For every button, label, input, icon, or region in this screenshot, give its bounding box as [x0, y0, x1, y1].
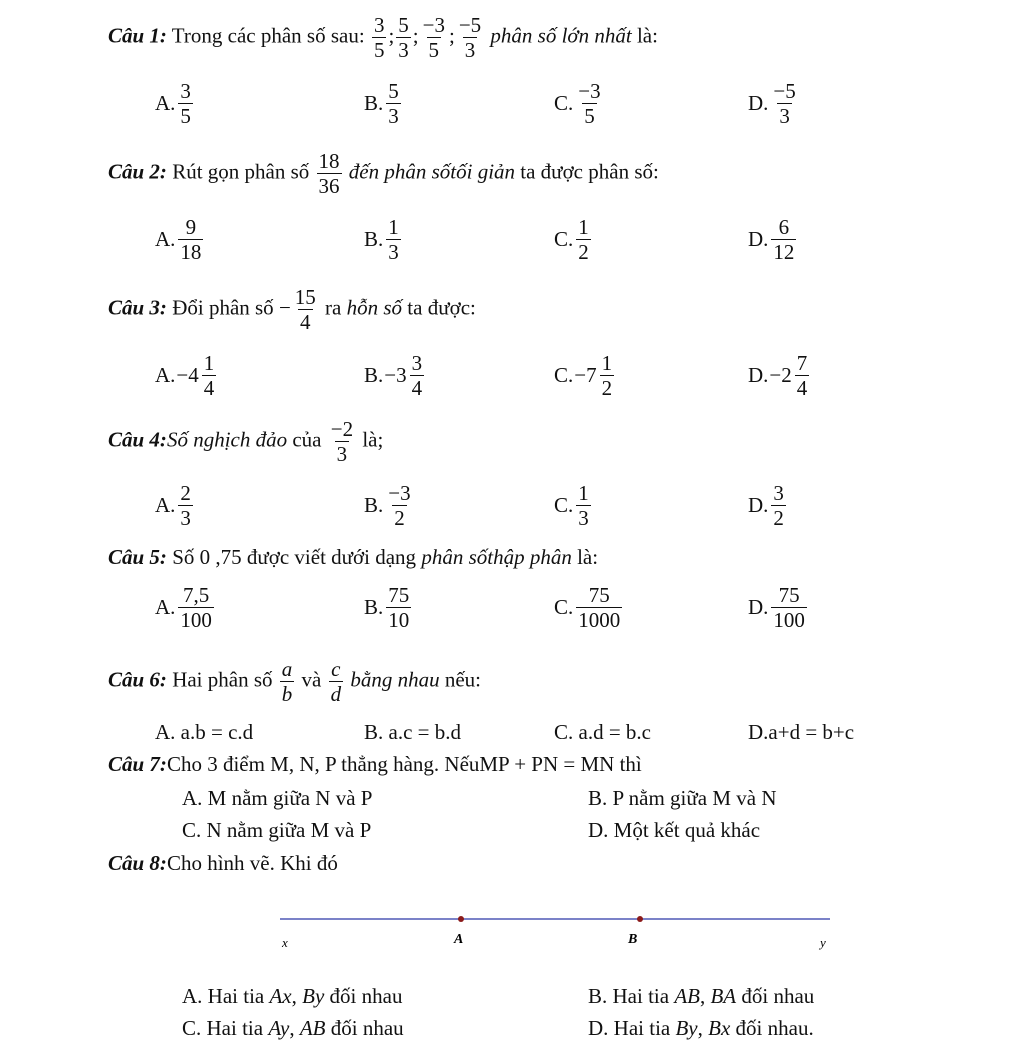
q6-option-b[interactable]: B. a.c = b.d — [364, 720, 461, 744]
question-4: Câu 4:Số nghịch đảo của $\frac{-2}{3}$ là; — [108, 417, 384, 467]
q4-option-b[interactable]: B. $\frac{-3}{2}$ — [364, 481, 411, 531]
q5-option-a[interactable]: A. $\frac{7,5}{100}$ — [155, 583, 212, 633]
q5-option-d[interactable]: D. $\frac{75}{100}$ — [748, 583, 805, 633]
question-4-label: Câu 4: — [108, 427, 167, 452]
q8-option-b[interactable]: B. Hai tia AB, BA đối nhau — [588, 984, 815, 1008]
q4-option-a[interactable]: A. $\frac{2}{3}$ — [155, 481, 191, 531]
q1-fraction-1: $\frac{3}{5}$ — [373, 13, 385, 63]
q4-fraction: $\frac{-2}{3}$ — [330, 417, 354, 467]
q1-option-d[interactable]: D. $\frac{-5}{3}$ — [748, 79, 796, 129]
label-y: y — [820, 935, 826, 950]
label-x: x — [282, 935, 288, 950]
q2-option-c[interactable]: C. $\frac{1}{2}$ — [554, 215, 589, 265]
question-3: Câu 3: Đổi phân số − $\frac{15}{4}$ ra hỗn số ta được: — [108, 285, 476, 335]
q1-option-b[interactable]: B. $\frac{5}{3}$ — [364, 79, 399, 129]
q6-option-d[interactable]: D.a+d = b+c — [748, 720, 855, 744]
q6-fraction-1: $\frac{a}{b}$ — [281, 657, 293, 707]
q1-fraction-4: $\frac{-5}{3}$ — [458, 13, 482, 63]
q1-option-a[interactable]: A. $\frac{3}{5}$ — [155, 79, 191, 129]
question-1: Câu 1: Trong các phân số sau: $\frac{3}{5}$ ; $\frac{5}{3}$ ; $\frac{-3}{5}$ ; $\frac{-5}{3}$ phân số lớn nhất là: — [108, 13, 658, 63]
q4-option-d[interactable]: D. $\frac{3}{2}$ — [748, 481, 784, 531]
label-b: B — [628, 932, 638, 947]
q2-option-a[interactable]: A. $\frac{9}{18}$ — [155, 215, 202, 265]
q8-option-d[interactable]: D. Hai tia By, Bx đối nhau. — [588, 1016, 814, 1040]
question-2-label: Câu 2: — [108, 159, 167, 184]
q8-option-a[interactable]: A. Hai tia Ax, By đối nhau — [182, 984, 403, 1008]
q2-option-b[interactable]: B. $\frac{1}{3}$ — [364, 215, 399, 265]
q3-option-b[interactable]: B. −3 $\frac{3}{4}$ — [364, 351, 423, 401]
q3-option-a[interactable]: A. −4 $\frac{1}{4}$ — [155, 351, 215, 401]
q5-option-b[interactable]: B. $\frac{75}{10}$ — [364, 583, 410, 633]
q8-option-c[interactable]: C. Hai tia Ay, AB đối nhau — [182, 1016, 404, 1040]
q3-option-d[interactable]: D. −2 $\frac{7}{4}$ — [748, 351, 808, 401]
question-1-label: Câu 1: — [108, 23, 167, 48]
q1-option-c[interactable]: C. $\frac{-3}{5}$ — [554, 79, 601, 129]
q7-option-c[interactable]: C. N nằm giữa M và P — [182, 818, 372, 842]
q2-option-d[interactable]: D. $\frac{6}{12}$ — [748, 215, 795, 265]
question-5-label: Câu 5: — [108, 545, 167, 569]
q3-fraction: $\frac{15}{4}$ — [294, 285, 316, 335]
question-1-text: Trong các phân số sau: — [166, 23, 370, 48]
question-7: Câu 7:Cho 3 điểm M, N, P thẳng hàng. NếuMP + PN = MN thì — [108, 752, 642, 776]
question-2: Câu 2: Rút gọn phân số $\frac{18}{36}$ đến phân sốtối giản ta được phân số: — [108, 149, 659, 199]
q5-option-c[interactable]: C. $\frac{75}{1000}$ — [554, 583, 621, 633]
point-a — [458, 916, 464, 922]
q7-option-b[interactable]: B. P nằm giữa M và N — [588, 786, 777, 810]
question-7-label: Câu 7: — [108, 752, 167, 776]
q3-option-c[interactable]: C. −7 $\frac{1}{2}$ — [554, 351, 613, 401]
q6-fraction-2: $\frac{c}{d}$ — [330, 657, 342, 707]
q4-option-c[interactable]: C. $\frac{1}{3}$ — [554, 481, 589, 531]
question-5: Câu 5: Số 0 ,75 được viết dưới dạng phân sốthập phân là: — [108, 545, 599, 569]
q6-option-a[interactable]: A. a.b = c.d — [155, 720, 254, 744]
q7-option-a[interactable]: A. M nằm giữa N và P — [182, 786, 373, 810]
question-3-label: Câu 3: — [108, 295, 167, 320]
q2-fraction: $\frac{18}{36}$ — [318, 149, 340, 199]
q1-fraction-3: $\frac{-3}{5}$ — [422, 13, 445, 63]
q1-fraction-2: $\frac{5}{3}$ — [398, 13, 409, 63]
question-6-label: Câu 6: — [108, 667, 167, 692]
q7-option-d[interactable]: D. Một kết quả khác — [588, 818, 761, 842]
question-8-label: Câu 8: — [108, 851, 167, 875]
point-b — [637, 916, 643, 922]
question-6: Câu 6: Hai phân số $\frac{a}{b}$ và $\frac{c}{d}$ bằng nhau nếu: — [108, 657, 481, 707]
q6-option-c[interactable]: C. a.d = b.c — [554, 720, 651, 744]
ray-figure — [270, 905, 850, 965]
question-8: Câu 8:Cho hình vẽ. Khi đó — [108, 851, 338, 875]
label-a: A — [454, 932, 464, 947]
question-1-italic: phân số lớn nhất — [485, 23, 632, 48]
